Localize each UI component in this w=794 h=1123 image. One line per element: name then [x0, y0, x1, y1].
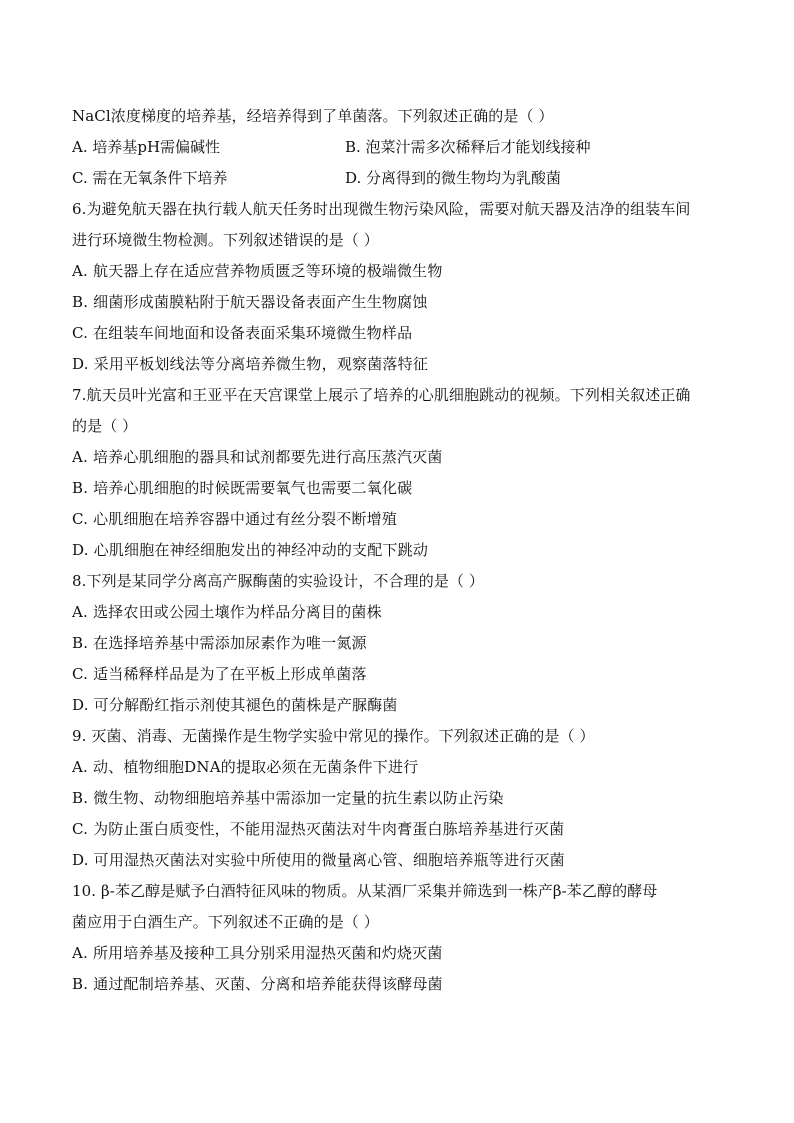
q8-stem-line-1: 8.下列是某同学分离高产脲酶菌的实验设计，不合理的是（ ）	[72, 572, 484, 590]
q9-option-a: A. 动、植物细胞DNA的提取必须在无菌条件下进行	[72, 758, 419, 776]
q7-stem-line-1: 7.航天员叶光富和王亚平在天宫课堂上展示了培养的心肌细胞跳动的视频。下列相关叙述正确	[72, 386, 691, 404]
q7-option-a: A. 培养心肌细胞的器具和试剂都要先进行高压蒸汽灭菌	[72, 448, 443, 466]
q6-option-d: D. 采用平板划线法等分离培养微生物，观察菌落特征	[72, 355, 429, 373]
q7-stem-line-2: 的是（ ）	[72, 417, 138, 435]
q6-option-a: A. 航天器上存在适应营养物质匮乏等环境的极端微生物	[72, 262, 443, 280]
exam-content	[72, 101, 732, 1000]
q5-option-a: A. 培养基pH需偏碱性	[72, 138, 221, 156]
q5-option-c: C. 需在无氧条件下培养	[72, 169, 228, 187]
q6-option-b: B. 细菌形成菌膜粘附于航天器设备表面产生生物腐蚀	[72, 293, 428, 311]
q9-stem-line-1: 9. 灭菌、消毒、无菌操作是生物学实验中常见的操作。下列叙述正确的是（ ）	[72, 727, 595, 745]
q5-option-d: D. 分离得到的微生物均为乳酸菌	[345, 169, 562, 187]
q5-options-row-2	[72, 163, 732, 194]
q10-option-a: A. 所用培养基及接种工具分别采用湿热灭菌和灼烧灭菌	[72, 944, 443, 962]
q5-stem-tail: NaCl浓度梯度的培养基，经培养得到了单菌落。下列叙述正确的是（ ）	[72, 107, 554, 125]
q6-option-c: C. 在组装车间地面和设备表面采集环境微生物样品	[72, 324, 413, 342]
q10-stem-line-1: 10. β-苯乙醇是赋予白酒特征风味的物质。从某酒厂采集并筛选到一株产β-苯乙醇的酵母	[72, 882, 658, 900]
q7-option-c: C. 心肌细胞在培养容器中通过有丝分裂不断增殖	[72, 510, 398, 528]
q9-option-b: B. 微生物、动物细胞培养基中需添加一定量的抗生素以防止污染	[72, 789, 504, 807]
q7-option-d: D. 心肌细胞在神经细胞发出的神经冲动的支配下跳动	[72, 541, 429, 559]
q8-option-c: C. 适当稀释样品是为了在平板上形成单菌落	[72, 665, 367, 683]
q6-stem-line-2: 进行环境微生物检测。下列叙述错误的是（ ）	[72, 231, 379, 249]
q7-option-b: B. 培养心肌细胞的时候既需要氧气也需要二氧化碳	[72, 479, 413, 497]
q5-options-row-1	[72, 132, 732, 163]
q10-option-b: B. 通过配制培养基、灭菌、分离和培养能获得该酵母菌	[72, 975, 443, 993]
q8-option-b: B. 在选择培养基中需添加尿素作为唯一氮源	[72, 634, 367, 652]
q9-option-d: D. 可用湿热灭菌法对实验中所使用的微量离心管、细胞培养瓶等进行灭菌	[72, 851, 565, 869]
q8-option-d: D. 可分解酚红指示剂使其褪色的菌株是产脲酶菌	[72, 696, 398, 714]
q5-option-b: B. 泡菜汁需多次稀释后才能划线接种	[345, 138, 591, 156]
q10-stem-line-2: 菌应用于白酒生产。下列叙述不正确的是（ ）	[72, 913, 379, 931]
q8-option-a: A. 选择农田或公园土壤作为样品分离目的菌株	[72, 603, 382, 621]
q9-option-c: C. 为防止蛋白质变性，不能用湿热灭菌法对牛肉膏蛋白胨培养基进行灭菌	[72, 820, 565, 838]
q6-stem-line-1: 6.为避免航天器在执行载人航天任务时出现微生物污染风险，需要对航天器及洁净的组装车间	[72, 200, 691, 218]
